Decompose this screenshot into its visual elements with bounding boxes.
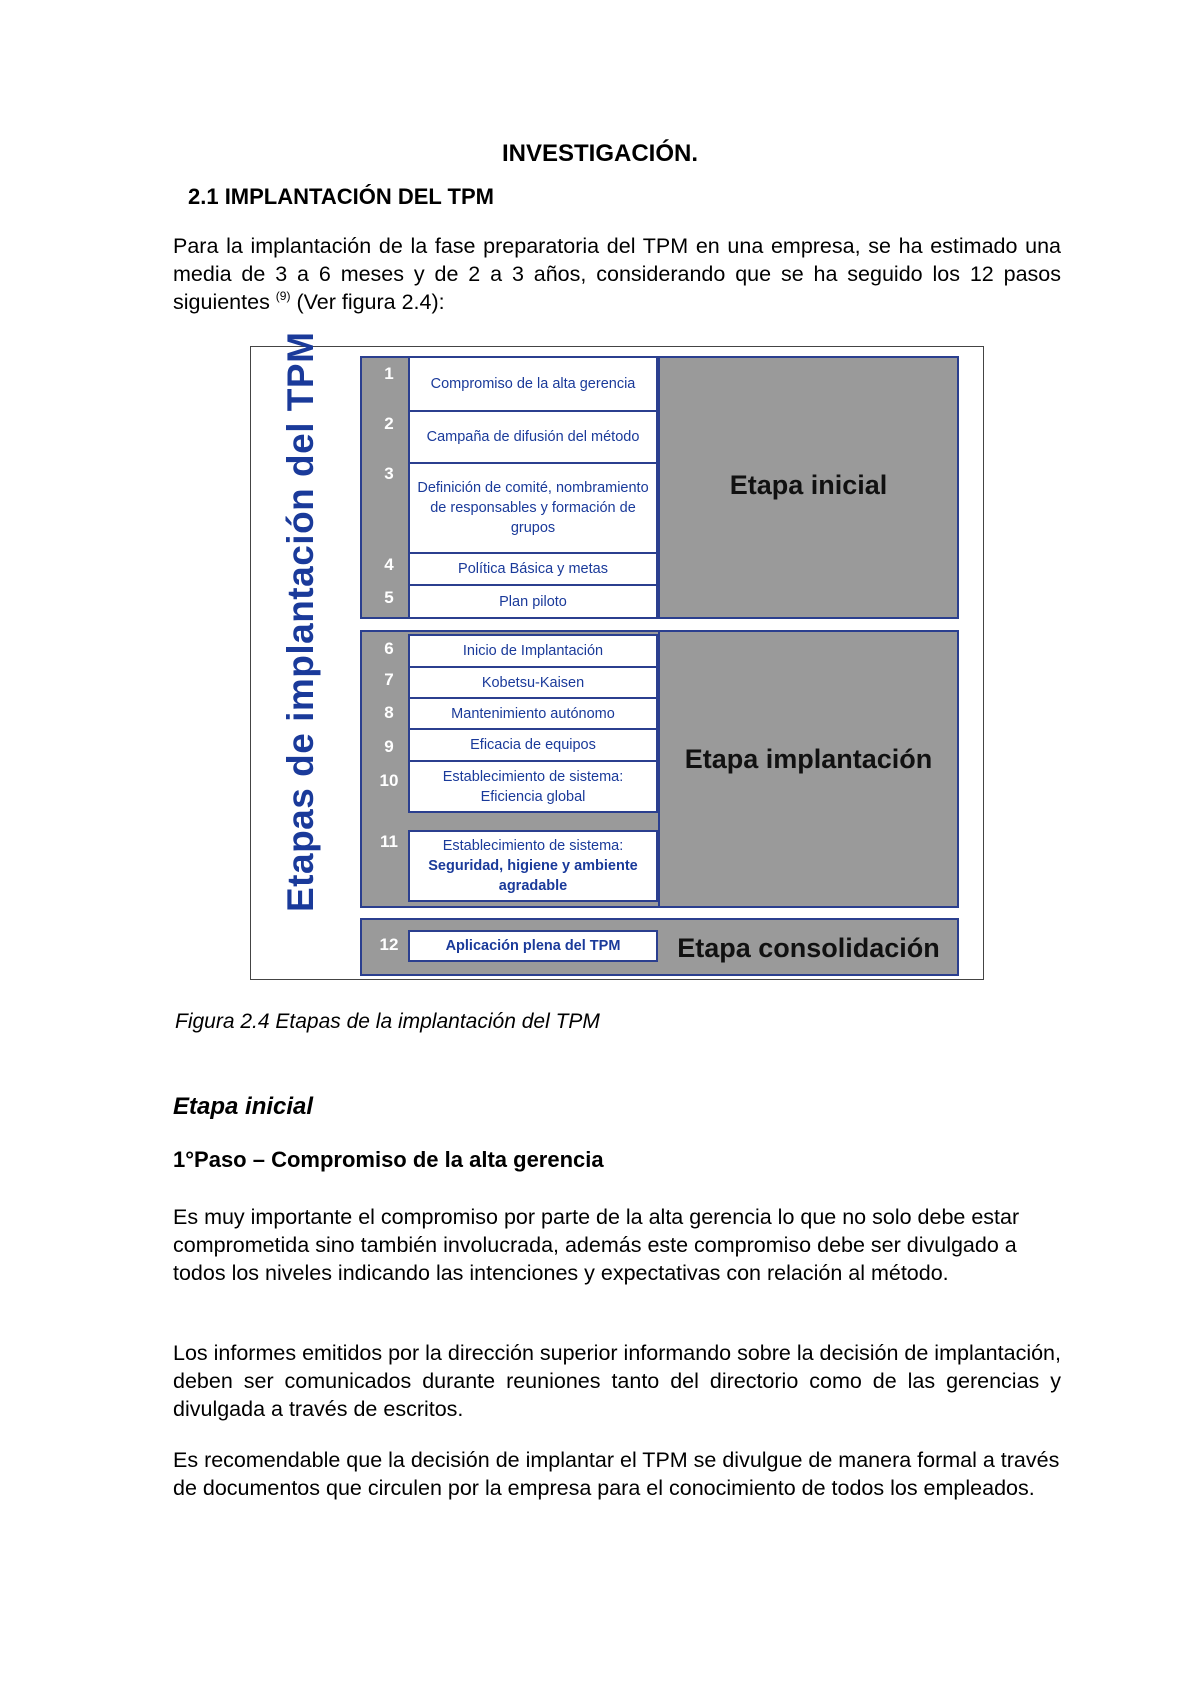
step-box [408,760,658,813]
stage-label-inicial: Etapa inicial [729,470,888,500]
step-box [408,552,658,586]
step-number: 2 [384,414,394,433]
step-label: Inicio de Implantación [462,643,604,659]
body-paragraph: Los informes emitidos por la dirección superior informando sobre la decisión de implantación, deben ser comunicados durante reuniones tanto del directorio como de las gerencias y divulgada a través de escritos. [173,1341,1061,1421]
step-label [416,836,650,896]
figure-caption: Figura 2.4 Etapas de la implantación del TPM [175,1010,600,1033]
step-label-bold: Seguridad, higiene y ambiente agradable [428,858,638,894]
step-label: Campaña de difusión del método [426,429,640,445]
stage-heading: Etapa inicial [173,1093,314,1120]
stage-label-consolidacion: Etapa consolidación [677,933,940,963]
step-number: 7 [384,670,394,689]
step-number: 8 [384,703,394,722]
section-heading: 2.1 IMPLANTACIÓN DEL TPM [188,184,494,209]
step-number: 12 [379,935,399,954]
step-label-text: Establecimiento de sistema: [442,838,624,854]
step-label: Definición de comité, nombramiento de responsables y formación de grupos [417,480,649,536]
step-number: 11 [380,832,398,851]
step-box [408,410,658,464]
step-label: Eficacia de equipos [470,737,596,753]
stage-label-implantacion: Etapa implantación [684,744,933,774]
step-label: Compromiso de la alta gerencia [430,376,636,392]
step-box [408,697,658,730]
step-heading: 1°Paso – Compromiso de la alta gerencia [173,1147,604,1172]
step-number: 4 [384,555,394,574]
step-label: Aplicación plena del TPM [445,938,621,954]
step-box [408,666,658,699]
step-box [408,584,658,619]
intro-paragraph [173,232,1061,316]
step-box [408,356,658,412]
step-number: 10 [379,771,399,790]
step-label: Mantenimiento autónomo [451,705,615,722]
step-box [408,634,658,668]
intro-text: Para la implantación de la fase preparatoria del TPM en una empresa, se ha estimado una media de 3 a 6 meses y de 2 a 3 años, considerando que se ha seguido los 12 pasos siguientes [173,234,1061,314]
step-label: Plan piloto [499,593,567,610]
step-number: 5 [384,588,394,607]
step-number: 6 [384,639,394,658]
step-box [408,462,658,554]
step-box [408,830,658,902]
body-paragraph: Es recomendable que la decisión de implantar el TPM se divulgue de manera formal a través de documentos que circulen por la empresa para el conocimiento de todos los empleados. [173,1448,1060,1500]
body-paragraph: Es muy importante el compromiso por parte de la alta gerencia lo que no solo debe estar comprometida sino también involucrada, además este compromiso debe ser divulgado a todos los niveles indicando las intenciones y expectativas con relación al método. [173,1205,1020,1285]
figure-vertical-label: Etapas de implantación del TPM [280,331,321,912]
step-number: 1 [384,364,394,383]
step-box [408,930,658,962]
step-number: 9 [384,737,394,756]
reference-mark: (9) [275,289,291,303]
step-label: Kobetsu-Kaisen [481,674,585,691]
step-label: Política Básica y metas [458,561,608,577]
intro-text-end: (Ver figura 2.4): [290,290,445,314]
step-label: Establecimiento de sistema: Eficiencia global [442,768,624,805]
step-box [408,728,658,762]
step-number: 3 [384,464,394,483]
page-title: INVESTIGACIÓN. [501,140,699,167]
